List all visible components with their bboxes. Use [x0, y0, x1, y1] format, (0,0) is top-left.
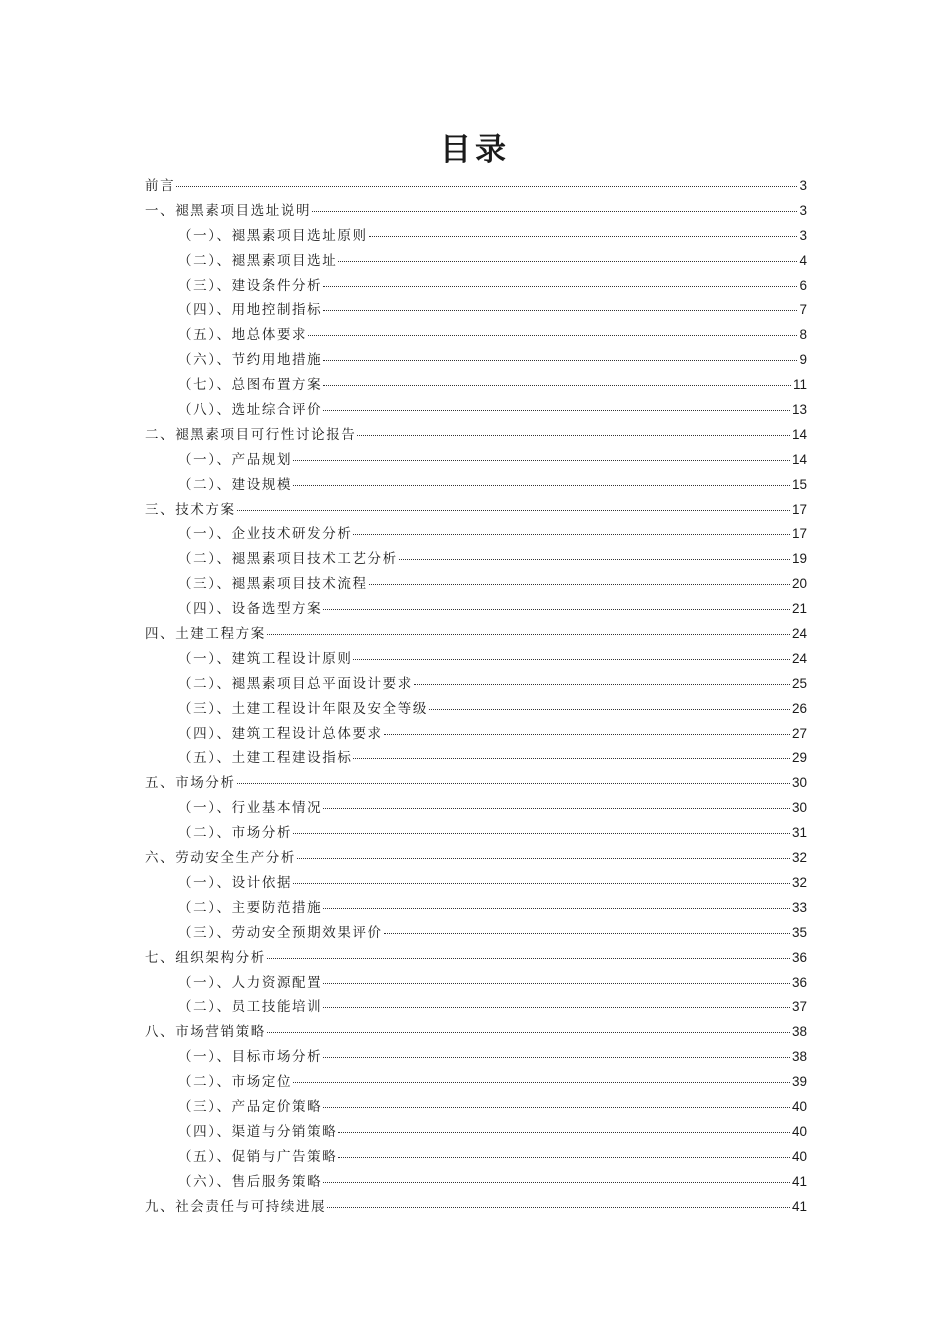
toc-page-number: 38 — [791, 1049, 807, 1065]
toc-page-number: 13 — [791, 402, 807, 418]
toc-section-entry[interactable] — [145, 398, 807, 423]
toc-section-entry[interactable] — [145, 547, 807, 572]
toc-chapter-entry[interactable] — [145, 174, 807, 199]
toc-entry-label: （四）、设备选型方案 — [178, 601, 323, 618]
toc-section-entry[interactable] — [145, 448, 807, 473]
toc-section-entry[interactable] — [145, 597, 807, 622]
toc-entry-label: （一）、人力资源配置 — [178, 974, 323, 991]
toc-dot-leader — [414, 684, 790, 685]
toc-entry-label: （六）、售后服务策略 — [178, 1173, 323, 1190]
toc-entry-label: （四）、建筑工程设计总体要求 — [178, 725, 383, 742]
toc-section-entry[interactable] — [145, 796, 807, 821]
toc-dot-leader — [338, 1157, 790, 1158]
toc-dot-leader — [323, 808, 790, 809]
toc-section-entry[interactable] — [145, 348, 807, 373]
toc-dot-leader — [323, 310, 797, 311]
toc-page-number: 9 — [799, 352, 807, 368]
toc-section-entry[interactable] — [145, 1070, 807, 1095]
toc-chapter-entry[interactable] — [145, 1195, 807, 1220]
toc-dot-leader — [293, 485, 790, 486]
toc-section-entry[interactable] — [145, 871, 807, 896]
table-of-contents — [145, 174, 807, 1219]
toc-entry-label: （一）、目标市场分析 — [178, 1049, 323, 1066]
toc-section-entry[interactable] — [145, 971, 807, 996]
toc-page-number: 25 — [791, 675, 807, 691]
toc-section-entry[interactable] — [145, 821, 807, 846]
toc-entry-label: （二）、主要防范措施 — [178, 899, 323, 916]
toc-entry-label: （八）、选址综合评价 — [178, 402, 323, 419]
toc-page-number: 31 — [791, 825, 807, 841]
toc-section-entry[interactable] — [145, 274, 807, 299]
toc-entry-label: （七）、总图布置方案 — [178, 377, 323, 394]
toc-entry-label: 前言 — [145, 178, 176, 194]
toc-section-entry[interactable] — [145, 522, 807, 547]
toc-section-entry[interactable] — [145, 672, 807, 697]
toc-dot-leader — [237, 510, 790, 511]
toc-dot-leader — [312, 211, 797, 212]
toc-dot-leader — [323, 1107, 790, 1108]
toc-entry-label: （二）、员工技能培训 — [178, 999, 323, 1016]
toc-chapter-entry[interactable] — [145, 1020, 807, 1045]
toc-page-number: 32 — [791, 850, 807, 866]
toc-page-number: 32 — [791, 874, 807, 890]
toc-entry-label: 九、社会责任与可持续进展 — [145, 1198, 327, 1215]
toc-dot-leader — [353, 534, 790, 535]
toc-entry-label: （五）、地总体要求 — [178, 327, 308, 344]
toc-dot-leader — [176, 186, 797, 187]
toc-entry-label: 五、市场分析 — [145, 775, 236, 792]
toc-chapter-entry[interactable] — [145, 946, 807, 971]
toc-entry-label: 三、技术方案 — [145, 501, 236, 518]
toc-page-number: 24 — [791, 626, 807, 642]
toc-entry-label: 八、市场营销策略 — [145, 1024, 266, 1041]
toc-dot-leader — [237, 783, 790, 784]
toc-section-entry[interactable] — [145, 1145, 807, 1170]
toc-page-number: 33 — [791, 899, 807, 915]
toc-page-number: 3 — [799, 227, 807, 243]
toc-entry-label: （三）、褪黑素项目技术流程 — [178, 576, 368, 593]
toc-entry-label: （四）、用地控制指标 — [178, 302, 323, 319]
toc-section-entry[interactable] — [145, 572, 807, 597]
toc-section-entry[interactable] — [145, 921, 807, 946]
toc-entry-label: 一、褪黑素项目选址说明 — [145, 202, 312, 219]
toc-section-entry[interactable] — [145, 249, 807, 274]
toc-page-number: 3 — [799, 202, 807, 218]
toc-entry-label: （三）、劳动安全预期效果评价 — [178, 924, 383, 941]
toc-entry-label: （五）、促销与广告策略 — [178, 1148, 338, 1165]
toc-entry-label: （二）、市场分析 — [178, 825, 293, 842]
toc-chapter-entry[interactable] — [145, 498, 807, 523]
toc-dot-leader — [308, 335, 797, 336]
toc-page-number: 24 — [791, 650, 807, 666]
toc-dot-leader — [267, 1032, 790, 1033]
toc-entry-label: （三）、建设条件分析 — [178, 277, 323, 294]
toc-dot-leader — [399, 559, 790, 560]
toc-dot-leader — [323, 908, 790, 909]
toc-entry-label: 二、褪黑素项目可行性讨论报告 — [145, 426, 357, 443]
toc-page-number: 38 — [791, 1024, 807, 1040]
toc-dot-leader — [293, 460, 790, 461]
toc-dot-leader — [353, 758, 790, 759]
toc-chapter-entry[interactable] — [145, 771, 807, 796]
toc-entry-label: （六）、节约用地措施 — [178, 352, 323, 369]
toc-page-number: 41 — [791, 1173, 807, 1189]
toc-dot-leader — [369, 236, 798, 237]
toc-entry-label: （一）、建筑工程设计原则 — [178, 650, 353, 667]
toc-page-number: 6 — [799, 277, 807, 293]
toc-page-number: 30 — [791, 775, 807, 791]
toc-dot-leader — [297, 858, 790, 859]
toc-dot-leader — [323, 983, 790, 984]
toc-section-entry[interactable] — [145, 473, 807, 498]
toc-page-number: 11 — [792, 377, 807, 393]
toc-section-entry[interactable] — [145, 224, 807, 249]
toc-entry-label: （一）、行业基本情况 — [178, 800, 323, 817]
toc-dot-leader — [323, 410, 790, 411]
toc-page-number: 26 — [791, 700, 807, 716]
toc-dot-leader — [384, 933, 790, 934]
toc-entry-label: 七、组织架构分析 — [145, 949, 266, 966]
toc-section-entry[interactable] — [145, 995, 807, 1020]
toc-page-number: 20 — [791, 576, 807, 592]
toc-entry-label: （一）、设计依据 — [178, 874, 293, 891]
toc-chapter-entry[interactable] — [145, 846, 807, 871]
toc-dot-leader — [338, 1132, 790, 1133]
toc-section-entry[interactable] — [145, 298, 807, 323]
toc-entry-label: （三）、土建工程设计年限及安全等级 — [178, 700, 428, 717]
toc-dot-leader — [353, 659, 790, 660]
toc-dot-leader — [293, 883, 790, 884]
toc-entry-label: （一）、产品规划 — [178, 451, 293, 468]
toc-section-entry[interactable] — [145, 647, 807, 672]
toc-dot-leader — [323, 1057, 790, 1058]
toc-dot-leader — [293, 1082, 790, 1083]
toc-entry-label: 四、土建工程方案 — [145, 626, 266, 643]
toc-page-number: 27 — [791, 725, 807, 741]
toc-dot-leader — [384, 734, 790, 735]
toc-dot-leader — [267, 634, 790, 635]
toc-section-entry[interactable] — [145, 1045, 807, 1070]
toc-dot-leader — [323, 609, 790, 610]
toc-page-number: 14 — [791, 426, 807, 442]
toc-section-entry[interactable] — [145, 1120, 807, 1145]
toc-page-number: 21 — [791, 601, 807, 617]
toc-page-number: 35 — [791, 924, 807, 940]
page-title: 目录 — [440, 132, 510, 168]
toc-page-number: 19 — [791, 551, 807, 567]
toc-entry-label: （二）、褪黑素项目选址 — [178, 252, 338, 269]
toc-dot-leader — [323, 385, 791, 386]
toc-entry-label: （一）、褪黑素项目选址原则 — [178, 227, 368, 244]
toc-chapter-entry[interactable] — [145, 423, 807, 448]
toc-entry-label: （二）、褪黑素项目技术工艺分析 — [178, 551, 398, 568]
toc-page-number: 7 — [799, 302, 807, 318]
toc-dot-leader — [267, 958, 790, 959]
toc-page-number: 40 — [791, 1148, 807, 1164]
toc-section-entry[interactable] — [145, 1170, 807, 1195]
toc-page-number: 30 — [791, 800, 807, 816]
toc-entry-label: （二）、建设规模 — [178, 476, 293, 493]
toc-chapter-entry[interactable] — [145, 622, 807, 647]
toc-dot-leader — [369, 584, 790, 585]
toc-section-entry[interactable] — [145, 373, 807, 398]
toc-dot-leader — [327, 1207, 790, 1208]
toc-section-entry[interactable] — [145, 697, 807, 722]
toc-page-number: 14 — [791, 451, 807, 467]
toc-page-number: 36 — [791, 974, 807, 990]
toc-entry-label: （二）、市场定位 — [178, 1074, 293, 1091]
toc-entry-label: （二）、褪黑素项目总平面设计要求 — [178, 675, 413, 692]
toc-dot-leader — [323, 1182, 790, 1183]
toc-entry-label: （一）、企业技术研发分析 — [178, 526, 353, 543]
toc-dot-leader — [323, 286, 797, 287]
toc-page-number: 17 — [791, 526, 807, 542]
toc-page-number: 4 — [799, 252, 807, 268]
toc-entry-label: （四）、渠道与分销策略 — [178, 1123, 338, 1140]
toc-page-number: 29 — [791, 750, 807, 766]
toc-page-number: 40 — [791, 1123, 807, 1139]
toc-chapter-entry[interactable] — [145, 199, 807, 224]
toc-section-entry[interactable] — [145, 896, 807, 921]
toc-page-number: 41 — [791, 1198, 807, 1214]
toc-page-number: 17 — [791, 501, 807, 517]
toc-page-number: 39 — [791, 1074, 807, 1090]
toc-page-number: 8 — [799, 327, 807, 343]
toc-dot-leader — [357, 435, 790, 436]
toc-dot-leader — [323, 1007, 790, 1008]
toc-dot-leader — [429, 709, 790, 710]
toc-section-entry[interactable] — [145, 1095, 807, 1120]
toc-entry-label: 六、劳动安全生产分析 — [145, 850, 296, 867]
toc-section-entry[interactable] — [145, 722, 807, 747]
toc-page-number: 3 — [799, 178, 807, 193]
toc-page-number: 40 — [791, 1098, 807, 1114]
toc-entry-label: （三）、产品定价策略 — [178, 1098, 323, 1115]
toc-page-number: 37 — [791, 999, 807, 1015]
toc-page-number: 36 — [791, 949, 807, 965]
toc-page-number: 15 — [791, 476, 807, 492]
toc-dot-leader — [338, 261, 797, 262]
toc-section-entry[interactable] — [145, 746, 807, 771]
toc-entry-label: （五）、土建工程建设指标 — [178, 750, 353, 767]
toc-dot-leader — [323, 360, 797, 361]
toc-dot-leader — [293, 833, 790, 834]
toc-section-entry[interactable] — [145, 323, 807, 348]
